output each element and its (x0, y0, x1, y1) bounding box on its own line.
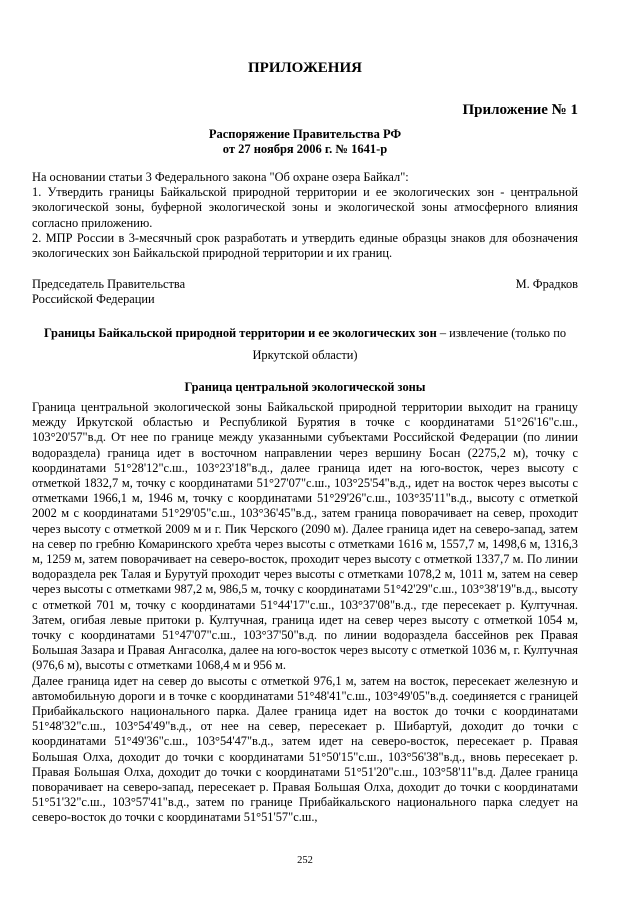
page-number: 252 (297, 855, 313, 866)
order-line-2: от 27 ноября 2006 г. № 1641-р (222, 142, 388, 156)
bounds-heading-bold: Границы Байкальской природной территории и ее экологических зон (43, 326, 437, 340)
intro-paragraph: 1. Утвердить границы Байкальской природной территории и ее экологических зон - центральной экологической зоны, буферной экологической зоны и экологической зоны атмосферного влияния согласно приложению. (32, 185, 578, 230)
intro-section (32, 170, 578, 261)
intro-paragraph: 2. МПР России в 3-месячный срок разработать и утвердить единые образцы знаков для обозначения экологических зон Байкальской природной территории и их границ. (32, 230, 578, 261)
document-page (32, 0, 578, 904)
page-heading: ПРИЛОЖЕНИЯ (248, 60, 362, 76)
signatory-name: М. Фрадков (515, 277, 578, 291)
body-paragraph: Далее граница идет на север до высоты с отметкой 976,1 м, затем на восток, пересекает железную и автомобильную дороги и в точке с координатами 51°48'41"с.ш., 103°49'05"в.д. соединяется с границей Прибайкальского национального парка. Далее граница идет на восток до точки с координатами 51°48'32"с.ш., 103°54'49"в.д., от нее на север, пересекает р. Шибартуй, доходит до точки с координатами 51°49'36"с.ш., 103°54'47"в.д., затем идет на северо-восток, пересекает р. Правая Большая Олха, доходит до точки с координатами 51°50'15"с.ш., 103°56'38"в.д., вновь пересекает р. Правая Большая Олха, доходит до точки с координатами 51°51'20"с.ш., 103°58'11"в.д. Далее граница поворачивает на северо-запад, пересекает р. Правая Большая Олха, доходит до точки с координатами 51°51'32"с.ш., 103°57'41"в.д., затем по границе Прибайкальского национального парка следует на северо-восток до точки с координатами 51°51'57"с.ш., (32, 673, 578, 825)
appendix-number: Приложение № 1 (462, 102, 578, 118)
zone-title: Граница центральной экологической зоны (184, 380, 426, 394)
intro-paragraph: На основании статьи 3 Федерального закона "Об охране озера Байкал": (32, 170, 409, 184)
order-header (32, 127, 578, 157)
bounds-heading (32, 322, 578, 366)
signatory-position: Председатель Правительства Российской Федерации (32, 277, 186, 306)
order-line-1: Распоряжение Правительства РФ (208, 127, 402, 141)
body-section (32, 400, 578, 826)
body-paragraph: Граница центральной экологической зоны Байкальской природной территории выходит на границу между Иркутской областью и Республикой Бурятия в точке с координатами 51°26'16"с.ш., 103°20'57"в.д. От нее по границе между указанными субъектами Российской Федерации (по линии водораздела) граница идет в восточном направлении через вершину Босан (2275,2 м), точку с координатами 51°28'12"с.ш., 103°23'18"в.д., далее граница идет на юго-восток, через высоту с отметкой 1832,7 м, точку с координатами 51°27'07"с.ш., 103°25'54"в.д., идет на восток через высоты с отметками 1966,1 м, 1946 м, точку с координатами 51°29'26"с.ш., 103°35'11"в.д., высоту с отметкой 2002 м с координатами 51°29'05"с.ш., 103°36'45"в.д., затем граница поворачивает на север, проходит через высоту с отметкой 2009 м и г. Пик Черского (2090 м). Далее граница идет на северо-запад, затем на север по гребню Комаринского хребта через высоты с отметками 1616 м, 1557,7 м, 1498,6 м, 1316,3 м, 1259 м, затем поворачивает на северо-восток, проходит через высоту с отметкой 1337,7 м. По линии водораздела рек Талая и Бурутуй проходит через высоты с отметками 1078,2 м, 1011 м, затем на север через высоты с отметками 987,2 м, 986,5 м, точку с координатами 51°42'29"с.ш., 103°38'19"в.д., высоту с отметкой 701 м, точку с координатами 51°44'17"с.ш., 103°37'08"в.д., где пересекает р. Култучная. Затем, огибая левые притоки р. Култучная, граница идет на север через высоту с отметкой 1054 м, точку с координатами 51°47'07"с.ш., 103°37'50"в.д. по линии водораздела бассейнов рек Правая Большая Зазара и Правая Ангасолка, далее на юго-восток через высоту с отметкой 1036 м, г. Култучная (976,6 м), высоты с отметками 1068,4 м и 956 м. (32, 400, 578, 673)
bounds-heading-rest: – извлечение (только по Иркутской области) (252, 326, 567, 362)
